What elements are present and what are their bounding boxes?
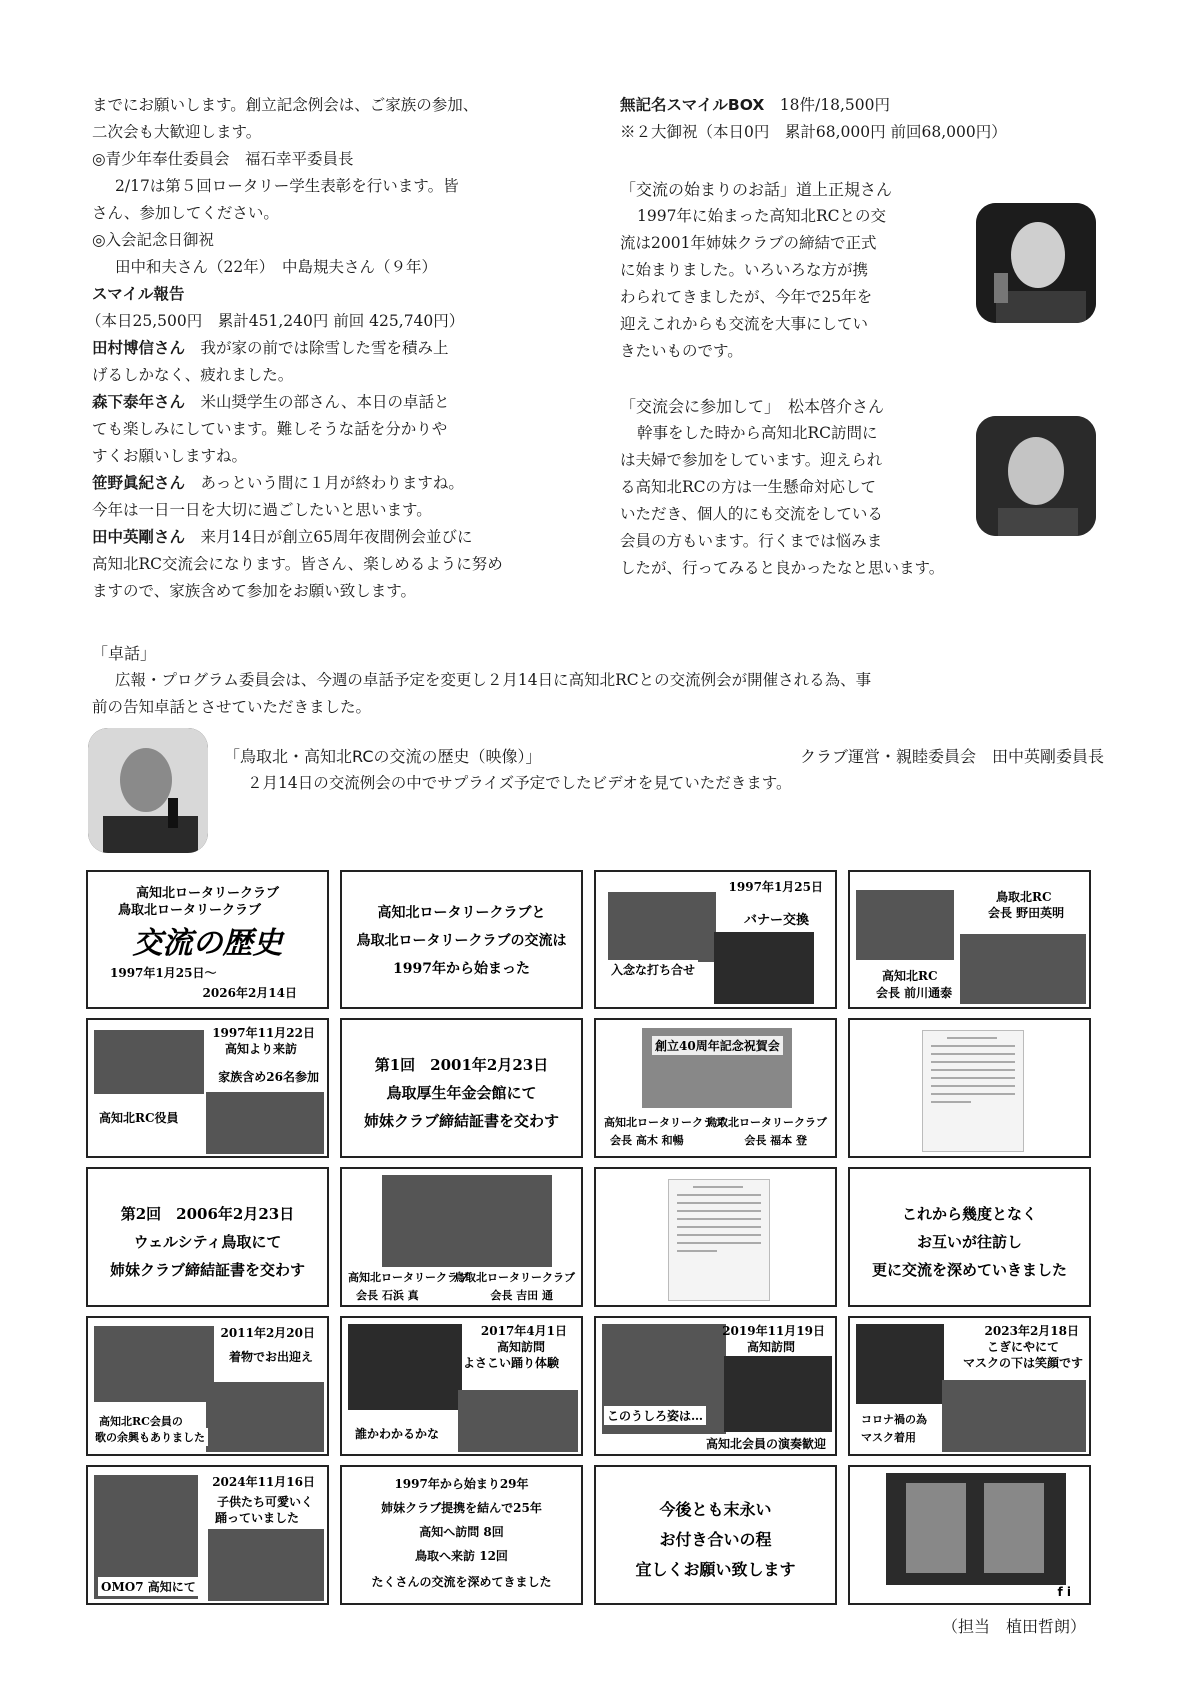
slide-label: 踊っていました xyxy=(214,1511,299,1525)
talk-1-line: 迎えこれからも交流を大事にしてい xyxy=(620,315,869,333)
certificate-document xyxy=(668,1179,770,1301)
slide-label: 会長 野田英明 xyxy=(988,906,1065,920)
takuwa-heading: 「卓話」 xyxy=(92,644,157,663)
slide-date: 1997年1月25日 xyxy=(728,880,823,894)
slide-16 xyxy=(848,1316,1091,1456)
smile-entry-1 xyxy=(92,335,562,362)
slide-19 xyxy=(594,1465,837,1605)
slide-date: 2017年4月1日 xyxy=(480,1324,567,1338)
smile-entry-1-cont: げるしかなく、疲れました。 xyxy=(92,366,294,384)
talk-2-line: 会員の方もいます。行くまでは悩みま xyxy=(620,532,883,550)
slide-text: ウェルシティ鳥取にて xyxy=(133,1233,282,1251)
talk-1-line: きたいものです。 xyxy=(620,342,743,360)
slide-text: 鳥取北ロータリークラブ xyxy=(118,903,262,918)
slide-label: OMO7 高知にて xyxy=(98,1577,199,1596)
video-block xyxy=(224,743,1104,797)
right-column xyxy=(620,92,1100,146)
photo-visit xyxy=(206,1092,324,1154)
slide-label: マスク着用 xyxy=(858,1428,919,1446)
member-name: 笹野眞紀さん xyxy=(92,474,186,492)
portrait-icon xyxy=(88,728,208,853)
slide-label: このうしろ姿は… xyxy=(604,1406,706,1425)
slide-label: よさこい踊り体験 xyxy=(462,1356,559,1370)
anon-value: 18件/18,500円 xyxy=(779,96,890,114)
takuwa-line-2: 前の告知卓話とさせていただきました。 xyxy=(92,698,372,716)
slide-5 xyxy=(86,1018,329,1158)
talk-1-line: 流は2001年姉妹クラブの締結で正式 xyxy=(620,234,877,252)
slide-label: 鳥取北ロータリークラブ xyxy=(454,1271,575,1284)
slide-text: 今後とも末永い xyxy=(659,1500,772,1519)
speaker-photo-matsumoto xyxy=(976,416,1096,536)
slide-text: 1997年から始まった xyxy=(393,961,530,977)
slide-label: 家族含め26名参加 xyxy=(218,1070,319,1084)
slide-title: 交流の歴史 xyxy=(132,926,283,961)
talk-2-line: は夫婦で参加をしています。迎えられ xyxy=(620,451,883,469)
slide-6 xyxy=(340,1018,583,1158)
slide-text: 第1回 2001年2月23日 xyxy=(374,1056,549,1074)
presenter-name: クラブ運営・親睦委員会 田中英剛委員長 xyxy=(799,747,1104,766)
slide-label: 鳥取北RC xyxy=(996,890,1052,904)
slide-label: 子供たち可愛いく xyxy=(216,1495,313,1509)
photo-group xyxy=(960,934,1086,1004)
talk-2-line: したが、行ってみると良かったなと思います。 xyxy=(620,559,945,577)
smile-entry-4 xyxy=(92,524,562,551)
photo-banner-exchange xyxy=(714,932,814,1004)
slide-label: 会長 高木 和暢 xyxy=(610,1134,684,1147)
photo-mask xyxy=(856,1324,944,1404)
slide-label: 誰かわかるかな xyxy=(352,1424,442,1443)
smile-totals: （本日25,500円 累計451,240円 前回 425,740円） xyxy=(86,312,465,330)
slide-label: 会長 吉田 通 xyxy=(490,1289,553,1302)
photo-kimono xyxy=(94,1326,214,1402)
smile-text: 米山奨学生の部さん、本日の卓話と xyxy=(185,393,450,411)
slide-text: お付き合いの程 xyxy=(659,1530,772,1549)
photo-group xyxy=(856,890,954,960)
youth-line-1: 2/17は第５回ロータリー学生表彰を行います。皆 xyxy=(115,177,459,195)
smile-entry-4-cont: 高知北RC交流会になります。皆さん、楽しめるように努め xyxy=(92,555,503,573)
presenter-photo xyxy=(88,728,208,853)
anon-heading: 無記名スマイルBOX xyxy=(620,96,765,114)
slide-text: お互いが往訪し xyxy=(916,1233,1022,1251)
slide-10 xyxy=(340,1167,583,1307)
slide-date: 2023年2月18日 xyxy=(984,1324,1079,1338)
anniversary-heading: ◎入会記念日御祝 xyxy=(92,231,215,249)
certificate-document xyxy=(922,1030,1024,1152)
anniversary-text: 田中和夫さん（22年） 中島規夫さん（９年） xyxy=(115,258,437,276)
photo-children xyxy=(208,1529,324,1601)
slide-11 xyxy=(594,1167,837,1307)
takuwa-line-1: 広報・プログラム委員会は、今週の卓話予定を変更し２月14日に高知北RCとの交流例会が開催される為、事 xyxy=(115,671,872,689)
talk-1-line: わられてきましたが、今年で25年を xyxy=(620,288,873,306)
takuwa-section xyxy=(92,640,1102,721)
slide-8 xyxy=(848,1018,1091,1158)
smile-report-heading: スマイル報告 xyxy=(92,285,185,303)
slide-label: 高知北ロータリークラブ xyxy=(348,1271,469,1284)
slide-14 xyxy=(340,1316,583,1456)
slide-text: 鳥取厚生年金会館にて xyxy=(386,1084,537,1102)
slide-text: 2026年2月14日 xyxy=(202,986,297,1000)
slide-20 xyxy=(848,1465,1091,1605)
video-header xyxy=(224,743,1104,770)
photo-performance xyxy=(724,1356,832,1432)
slide-13 xyxy=(86,1316,329,1456)
youth-committee-heading: ◎青少年奉仕委員会 福石幸平委員長 xyxy=(92,150,354,168)
slide-label: 高知北RC役員 xyxy=(96,1108,182,1127)
youth-line-2: さん、参加してください。 xyxy=(92,204,279,222)
video-title: 「鳥取北・高知北RCの交流の歴史（映像）」 xyxy=(224,747,542,766)
slide-text: たくさんの交流を深めてきました xyxy=(371,1575,552,1589)
slide-mark: f i xyxy=(1057,1585,1071,1599)
slide-text: 高知へ訪問 8回 xyxy=(419,1525,504,1539)
talk-2-title: 「交流会に参加して」 松本啓介さん xyxy=(620,397,885,416)
slide-label: 高知北会員の演奏歓迎 xyxy=(703,1434,829,1453)
slide-label: 高知訪問 xyxy=(746,1340,795,1354)
slide-text: 鳥取北ロータリークラブの交流は xyxy=(356,933,567,949)
slide-7 xyxy=(594,1018,837,1158)
talk-1 xyxy=(620,176,960,365)
slide-date: 2011年2月20日 xyxy=(220,1326,315,1340)
talk-2-line: る高知北RCの方は一生懸命対応して xyxy=(620,478,877,496)
slide-text: 1997年1月25日～ xyxy=(110,966,217,980)
slide-label: 高知より来訪 xyxy=(224,1042,297,1056)
smile-entry-2 xyxy=(92,389,562,416)
slide-text: 1997年から始まり29年 xyxy=(394,1477,529,1491)
slide-date: 1997年11月22日 xyxy=(212,1026,315,1040)
smile-entry-2-cont: ても楽しみにしています。難しそうな話を分かりや xyxy=(92,420,448,438)
member-name: 田中英剛さん xyxy=(92,528,186,546)
slide-text: 姉妹クラブ締結証書を交わす xyxy=(109,1261,305,1279)
talk-2-line: いただき、個人的にも交流をしている xyxy=(620,505,883,523)
slide-label: 着物でお出迎え xyxy=(228,1350,313,1364)
slide-17 xyxy=(86,1465,329,1605)
slide-label: 歌の余興もありました xyxy=(92,1428,208,1446)
slide-label: マスクの下は笑顔です xyxy=(962,1356,1083,1370)
slide-label: こぎにやにて xyxy=(986,1340,1059,1354)
smile-text: 来月14日が創立65周年夜間例会並びに xyxy=(185,528,473,546)
smile-entry-3-cont: 今年は一日一日を大切に過ごしたいと思います。 xyxy=(92,501,432,519)
banner-flag-icon xyxy=(984,1483,1044,1573)
talk-1-line: に始まりました。いろいろな方が携 xyxy=(620,261,869,279)
smile-text: 我が家の前では除雪した雪を積み上 xyxy=(185,339,449,357)
photo-kimono xyxy=(206,1382,324,1452)
talk-2-line: 幹事をした時から高知北RC訪問に xyxy=(637,424,878,442)
photo-meeting xyxy=(608,892,716,962)
banner-flag-icon xyxy=(906,1483,966,1573)
smile-entry-4-cont2: ますので、家族含めて参加をお願い致します。 xyxy=(92,582,416,600)
slide-4 xyxy=(848,870,1091,1009)
slide-label: 会長 前川通泰 xyxy=(876,986,953,1000)
slide-text: 姉妹クラブ締結証書を交わす xyxy=(363,1112,559,1130)
slide-text: 姉妹クラブ提携を結んで25年 xyxy=(381,1501,542,1515)
slide-text: 宜しくお願い致します xyxy=(635,1560,796,1579)
portrait-icon xyxy=(976,416,1096,536)
slide-9 xyxy=(86,1167,329,1307)
photo-visit xyxy=(94,1030,204,1094)
anon-line-2: ※２大御祝（本日0円 累計68,000円 前回68,000円） xyxy=(620,123,1007,141)
slide-date: 2024年11月16日 xyxy=(212,1475,315,1489)
smile-text: あっという間に１月が終わりますね。 xyxy=(185,474,464,492)
slide-18 xyxy=(340,1465,583,1605)
photo-signing xyxy=(382,1175,552,1267)
slide-15 xyxy=(594,1316,837,1456)
slide-label: 会長 石浜 真 xyxy=(356,1289,419,1302)
footer-credit: （担当 植田哲朗） xyxy=(941,1617,1086,1636)
slide-3 xyxy=(594,870,837,1009)
intro-line-1: までにお願いします。創立記念例会は、ご家族の参加、 xyxy=(92,96,479,114)
slide-text: 鳥取へ来訪 12回 xyxy=(415,1549,508,1563)
slide-text: 高知北ロータリークラブ xyxy=(135,886,279,901)
member-name: 田村博信さん xyxy=(92,339,186,357)
photo-dance xyxy=(458,1390,578,1452)
slide-date: 2019年11月19日 xyxy=(722,1324,825,1338)
slide-label: 鳥取北ロータリークラブ xyxy=(706,1116,827,1129)
slide-1 xyxy=(86,870,329,1009)
slide-label: 高知北RC xyxy=(882,969,938,983)
talk-1-line: 1997年に始まった高知北RCとの交 xyxy=(637,207,886,225)
slide-label: 会長 福本 登 xyxy=(744,1134,807,1147)
portrait-icon xyxy=(976,203,1096,323)
member-name: 森下泰年さん xyxy=(92,393,186,411)
slide-label: バナー交換 xyxy=(741,908,812,929)
smile-entry-2-cont2: すくお願いしますね。 xyxy=(92,447,248,465)
slide-12 xyxy=(848,1167,1091,1307)
slide-text: これから幾度となく xyxy=(901,1205,1037,1223)
left-column xyxy=(86,92,562,605)
photo-mask xyxy=(942,1380,1086,1452)
slide-label: 高知北RC会員の xyxy=(96,1412,186,1430)
slide-text: 高知北ロータリークラブと xyxy=(377,905,546,921)
slide-2 xyxy=(340,870,583,1009)
speaker-photo-michigami xyxy=(976,203,1096,323)
slide-label: 高知北ロータリークラブ xyxy=(604,1116,725,1129)
slide-text: 第2回 2006年2月23日 xyxy=(120,1205,295,1223)
talk-1-title: 「交流の始まりのお話」道上正規さん xyxy=(620,180,893,199)
anon-smile-box xyxy=(620,92,1100,119)
slide-text: 更に交流を深めていきました xyxy=(871,1261,1067,1279)
slide-label: 高知訪問 xyxy=(496,1340,545,1354)
smile-entry-3 xyxy=(92,470,562,497)
slide-label: 入念な打ち合せ xyxy=(608,960,698,979)
slide-label: コロナ禍の為 xyxy=(858,1410,930,1428)
photo-dance xyxy=(348,1324,462,1410)
slide-banner: 創立40周年記念祝賀会 xyxy=(652,1036,783,1055)
video-description: ２月14日の交流例会の中でサプライズ予定でしたビデオを見ていただきます。 xyxy=(247,774,792,792)
intro-line-2: 二次会も大歓迎します。 xyxy=(92,123,262,141)
